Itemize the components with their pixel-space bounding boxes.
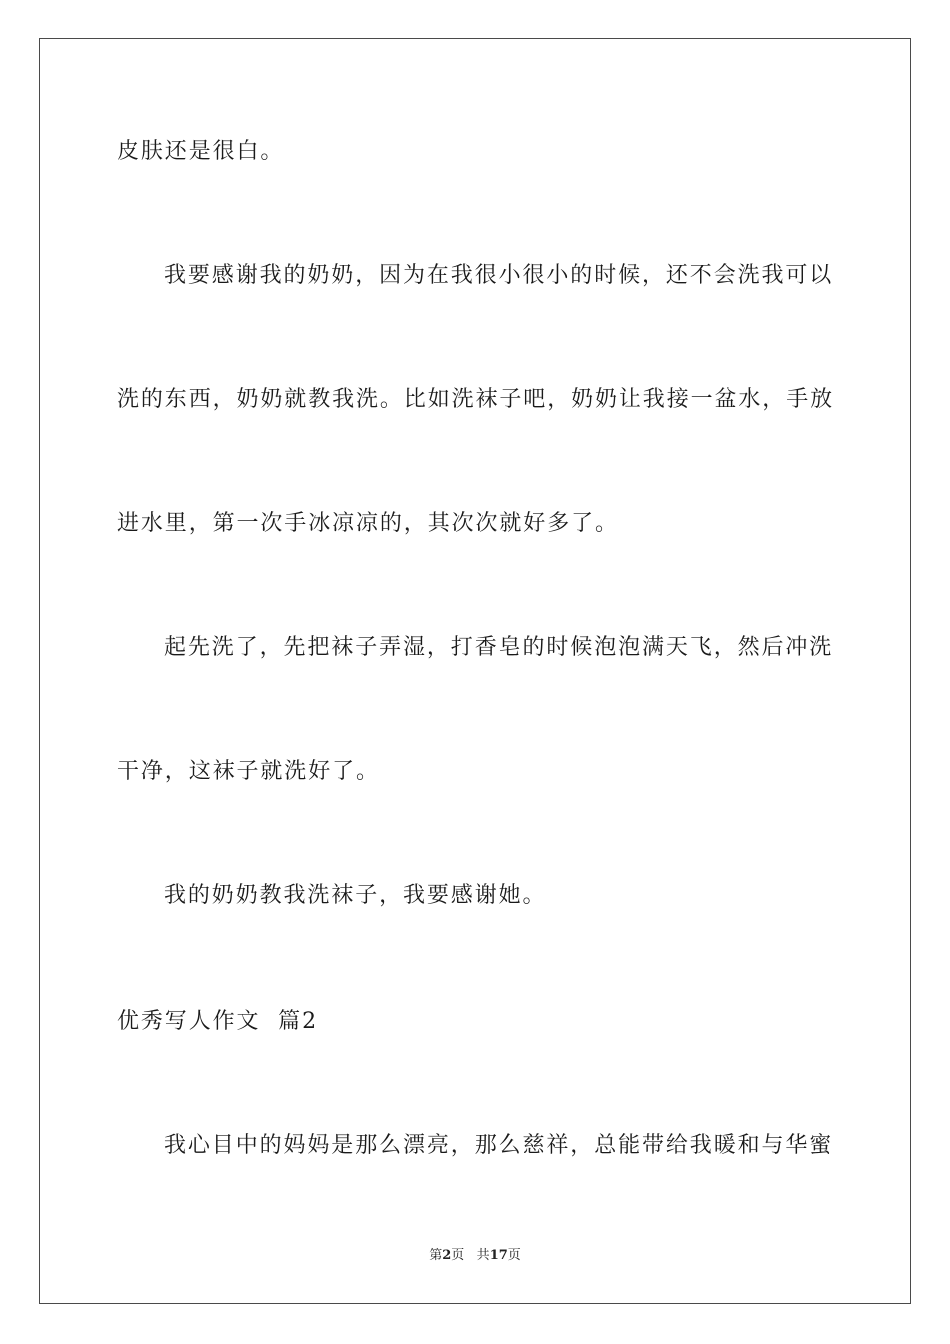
total-pages: 17 <box>489 1248 508 1263</box>
paragraph-line: 起先洗了，先把袜子弄湿，打香皂的时候泡泡满天飞，然后冲洗 <box>164 635 834 660</box>
total-prefix: 共 <box>476 1248 490 1263</box>
paragraph-line: 进水里，第一次手冰凉凉的，其次次就好多了。 <box>117 511 619 536</box>
page-number: 2 <box>442 1248 452 1263</box>
paragraph-line: 皮肤还是很白。 <box>117 139 285 164</box>
paragraph-line: 干净，这袜子就洗好了。 <box>117 759 380 784</box>
page-footer <box>0 1247 950 1265</box>
page-border <box>39 38 911 1304</box>
page-suffix: 页 <box>451 1248 465 1263</box>
paragraph-line: 洗的东西，奶奶就教我洗。比如洗袜子吧，奶奶让我接一盆水，手放 <box>117 387 835 412</box>
paragraph-line: 我心目中的妈妈是那么漂亮，那么慈祥，总能带给我暖和与华蜜 <box>164 1133 834 1158</box>
paragraph-line: 我要感谢我的奶奶，因为在我很小很小的时候，还不会洗我可以 <box>164 263 834 288</box>
total-suffix: 页 <box>507 1248 521 1263</box>
section-heading: 优秀写人作文 篇2 <box>117 1009 318 1034</box>
paragraph-line: 我的奶奶教我洗袜子，我要感谢她。 <box>164 883 547 908</box>
page-prefix: 第 <box>429 1248 443 1263</box>
